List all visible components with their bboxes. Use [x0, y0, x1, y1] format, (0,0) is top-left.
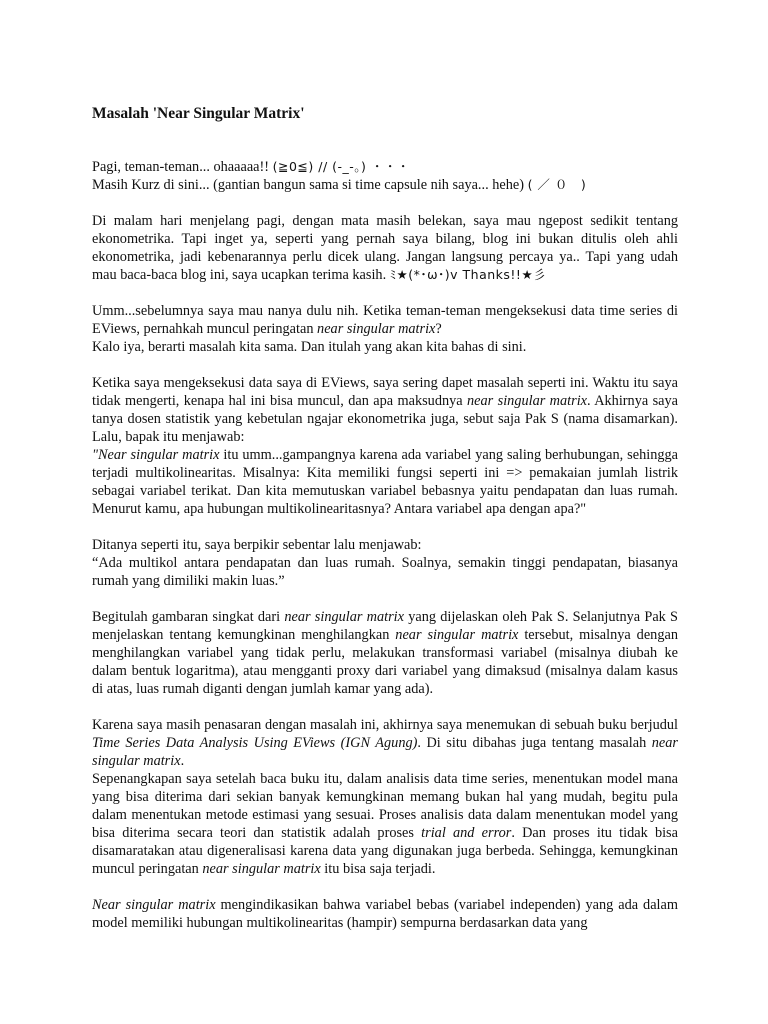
text-span: mengindikasikan bahwa variabel bebas (variabel independen) yang ada dalam model memiliki hubungan multikolinearitas (hampir) sempurna berdasarkan data yang: [92, 897, 678, 931]
text-span: Umm...sebelumnya saya mau nanya dulu nih. Ketika teman-teman mengeksekusi data time series di EViews, pernahkah muncul peringatan: [92, 303, 678, 337]
text-span: .: [180, 753, 185, 769]
text-span: ?: [435, 321, 442, 337]
paragraph-dosen: [92, 374, 678, 518]
paragraph-summary: [92, 608, 678, 698]
italic-term: near singular matrix: [92, 735, 678, 769]
italic-term: near singular matrix: [284, 609, 404, 625]
italic-term: Near singular matrix: [92, 897, 216, 913]
book-title: Time Series Data Analysis Using EViews (IGN Agung): [92, 735, 418, 751]
paragraph-answer: [92, 536, 678, 590]
italic-term: Near singular matrix: [98, 447, 220, 463]
greeting: [92, 158, 678, 194]
text-span: tersebut, misalnya dengan menghilangkan variabel yang tidak perlu, melakukan transformasi variabel (misalnya diubah ke dalam bentuk logaritma), atau mengganti proxy dari variabel yang dimaksud (misalnya dalam kasus di atas, luas rumah diganti dengan jumlah kamar yang ada).: [92, 627, 678, 697]
text-span: . Dan proses itu tidak bisa disamaratakan atau digeneralisasi karena data yang digunakan juga berbeda. Sehingga, kemungkinan muncul peringatan: [92, 825, 678, 877]
text-span: Begitulah gambaran singkat dari: [92, 609, 285, 625]
text-span: Kalo iya, berarti masalah kita sama. Dan itulah yang akan kita bahas di sini.: [92, 339, 527, 355]
greeting-emoticon-1: (≧0≦) // (-_-。) ・・・: [272, 159, 410, 174]
italic-term: near singular matrix: [467, 393, 588, 409]
greeting-line-1: Pagi, teman-teman... ohaaaaa!!: [92, 159, 273, 175]
greeting-line-2: Masih Kurz di sini... (gantian bangun sama si time capsule nih saya... hehe): [92, 177, 528, 193]
italic-term: near singular matrix: [395, 627, 519, 643]
text-span: . Di situ dibahas juga tentang masalah: [417, 735, 652, 751]
text-span: Sepenangkapan saya setelah baca buku itu, dalam analisis data time series, menentukan model mana yang bisa diterima dari sekian banyak kemungkinan memang bukan hal yang mudah, begitu pula dalam menentukan metode estimasi yang sesuai. Proses analisis data dalam menentukan model yang bisa diterima secara teori dan statistik adalah proses: [92, 771, 678, 841]
paragraph-intro-text: Di malam hari menjelang pagi, dengan mata masih belekan, saya mau ngepost sedikit tentang ekonometrika. Tapi inget ya, seperti yang pernah saya bilang, blog ini bukan ditulis oleh ahli ekonometrika, jadi kebenarannya perlu dicek ulang. Jangan langsung percaya ya.. Tapi yang udah mau baca-baca blog ini, saya ucapkan terima kasih.: [92, 213, 678, 283]
text-span: Karena saya masih penasaran dengan masalah ini, akhirnya saya menemukan di sebuah buku berjudul: [92, 717, 678, 733]
quote-mark: ": [92, 447, 99, 463]
text-span: yang dijelaskan oleh Pak S. Selanjutnya Pak S menjelaskan tentang kemungkinan menghilangkan: [92, 609, 678, 643]
quote-text: “Ada multikol antara pendapatan dan luas rumah. Soalnya, semakin tinggi pendapatan, biasanya rumah yang dimiliki makin luas.”: [92, 555, 678, 589]
italic-term: trial and error: [421, 825, 512, 841]
paragraph-question: [92, 302, 678, 356]
text-span: . Akhirnya saya tanya dosen statistik yang kebetulan ngajar ekonometrika juga, sebut saja Pak S (nama disamarkan). Lalu, bapak itu menjawab:: [92, 393, 678, 445]
italic-term: near singular matrix: [202, 861, 321, 877]
greeting-emoticon-2: ( ／ ０ ): [527, 177, 587, 192]
text-span: Ketika saya mengeksekusi data saya di EViews, saya sering dapet masalah seperti ini. Waktu itu saya tidak mengerti, kenapa hal ini bisa muncul, dan apa maksudnya: [92, 375, 678, 409]
paragraph-definition: [92, 896, 678, 932]
italic-term: near singular matrix: [317, 321, 436, 337]
page-title: Masalah 'Near Singular Matrix': [92, 105, 305, 122]
thanks-emoticon: ﾐ★(*･ω･)v Thanks!!★彡: [389, 267, 547, 282]
paragraph-book: [92, 716, 678, 878]
text-span: itu bisa saja terjadi.: [320, 861, 436, 877]
text-span: Ditanya seperti itu, saya berpikir sebentar lalu menjawab:: [92, 537, 422, 553]
text-span: itu umm...gampangnya karena ada variabel yang saling berhubungan, sehingga terjadi multikolinearitas. Misalnya: Kita memiliki fungsi seperti ini => pemakaian jumlah listrik sebagai variabel terikat. Dan kita memutuskan variabel bebasnya yaitu pendapatan dan luas rumah. Menurut kamu, apa hubungan multikolinearitasnya? Antara variabel apa dengan apa?": [92, 447, 678, 517]
paragraph-intro: [92, 212, 678, 284]
